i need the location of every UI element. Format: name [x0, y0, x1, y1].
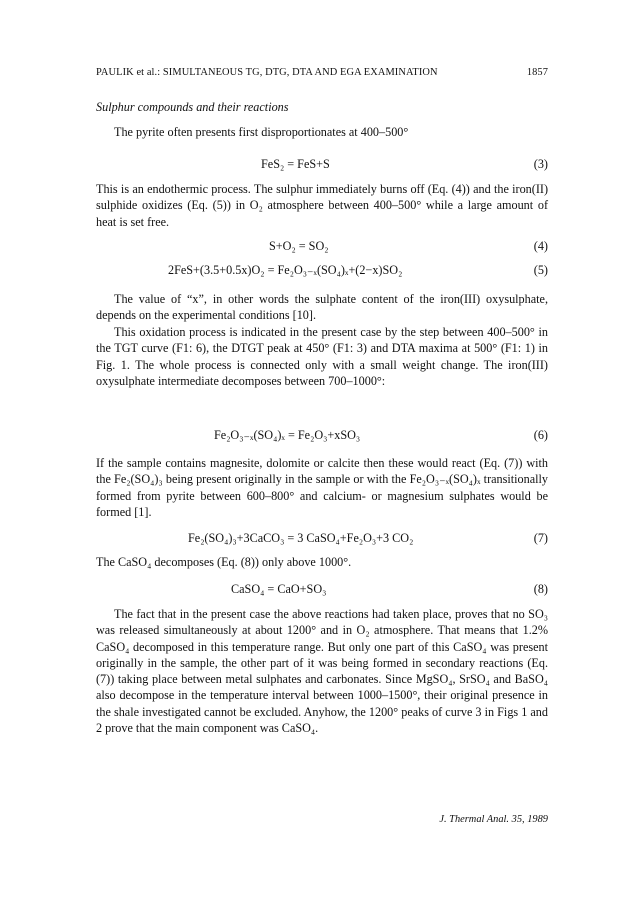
equation-3-formula: FeS₂ = FeS+S — [261, 157, 330, 171]
paragraph-final: The fact that in the present case the above reactions had taken place, proves that no SO₃ was released simultaneously at about 1200° and in O₂ atmosphere. That means that 1.2% CaSO₄ decomposed in this temperature range. But only one part of this CaSO₄ was present originally in the sample, the other part of it was being formed in secondary reactions (Eq. (7)) taking place between metal sulphates and carbonates. Since MgSO₄, SrSO₄ and BaSO₄ also decompose in the temperature interval between 1000–1500°, their original presence in the shale investigated cannot be excluded. Anyhow, the 1200° peaks of curve 3 in Figs 1 and 2 prove that the main component was CaSO₄. — [96, 607, 548, 736]
equation-6-number: (6) — [533, 428, 548, 442]
equation-6-formula: Fe₂O₃₋ₓ(SO₄)ₓ = Fe₂O₃+xSO₃ — [214, 428, 361, 442]
equation-8 — [96, 581, 548, 597]
journal-footer: J. Thermal Anal. 35, 1989 — [439, 814, 548, 825]
equation-7 — [96, 530, 548, 546]
paragraph-endothermic: This is an endothermic process. The sulphur immediately burns off (Eq. (4)) and the iron(II) sulphide oxidizes (Eq. (5)) in O₂ atmosphere between 400–500° while a large amount of heat is set free. — [96, 182, 548, 229]
equation-3 — [96, 156, 548, 172]
equation-4 — [96, 238, 548, 254]
paragraph-oxidation: This oxidation process is indicated in the present case by the step between 400–500° in the TGT curve (F1: 6), the DTGT peak at 450° (F1: 3) and DTA maxima at 500° (F1: 1) in Fig. 1. The whole process is connected only with a small weight change. The iron(III) oxysulphate intermediate decomposes between 700–1000°: — [96, 325, 548, 388]
paragraph-dolomite: If the sample contains magnesite, dolomite or calcite then these would react (Eq. (7)) with the Fe₂(SO₄)₃ being present originally in the sample or with the Fe₂O₃₋ₓ(SO₄)ₓ transitionally formed from pyrite between 600–800° and calcium- or magnesium sulphates would be formed [1]. — [96, 456, 548, 519]
equation-7-number: (7) — [533, 531, 548, 545]
equation-5 — [96, 262, 548, 278]
equation-7-formula: Fe₂(SO₄)₃+3CaCO₃ = 3 CaSO₄+Fe₂O₃+3 CO₂ — [188, 531, 414, 545]
equation-4-formula: S+O₂ = SO₂ — [269, 239, 329, 253]
equation-8-formula: CaSO₄ = CaO+SO₃ — [231, 582, 327, 596]
equation-3-number: (3) — [533, 157, 548, 171]
intro-sentence: The pyrite often presents first disproportionates at 400–500° — [114, 125, 409, 139]
section-heading: Sulphur compounds and their reactions — [96, 100, 289, 114]
equation-5-number: (5) — [533, 263, 548, 277]
running-header — [96, 67, 548, 78]
equation-4-number: (4) — [533, 239, 548, 253]
paragraph-caso4: The CaSO₄ decomposes (Eq. (8)) only above 1000°. — [96, 555, 352, 569]
equation-5-formula: 2FeS+(3.5+0.5x)O₂ = Fe₂O₃₋ₓ(SO₄)ₓ+(2−x)SO₂ — [168, 263, 403, 277]
page-number: 1857 — [526, 67, 548, 78]
equation-8-number: (8) — [533, 582, 548, 596]
running-title: PAULIK et al.: SIMULTANEOUS TG, DTG, DTA AND EGA EXAMINATION — [96, 67, 438, 78]
equation-6 — [96, 427, 548, 443]
paragraph-x-value: The value of “x”, in other words the sulphate content of the iron(III) oxysulphate, depends on the experimental conditions [10]. — [96, 292, 548, 323]
